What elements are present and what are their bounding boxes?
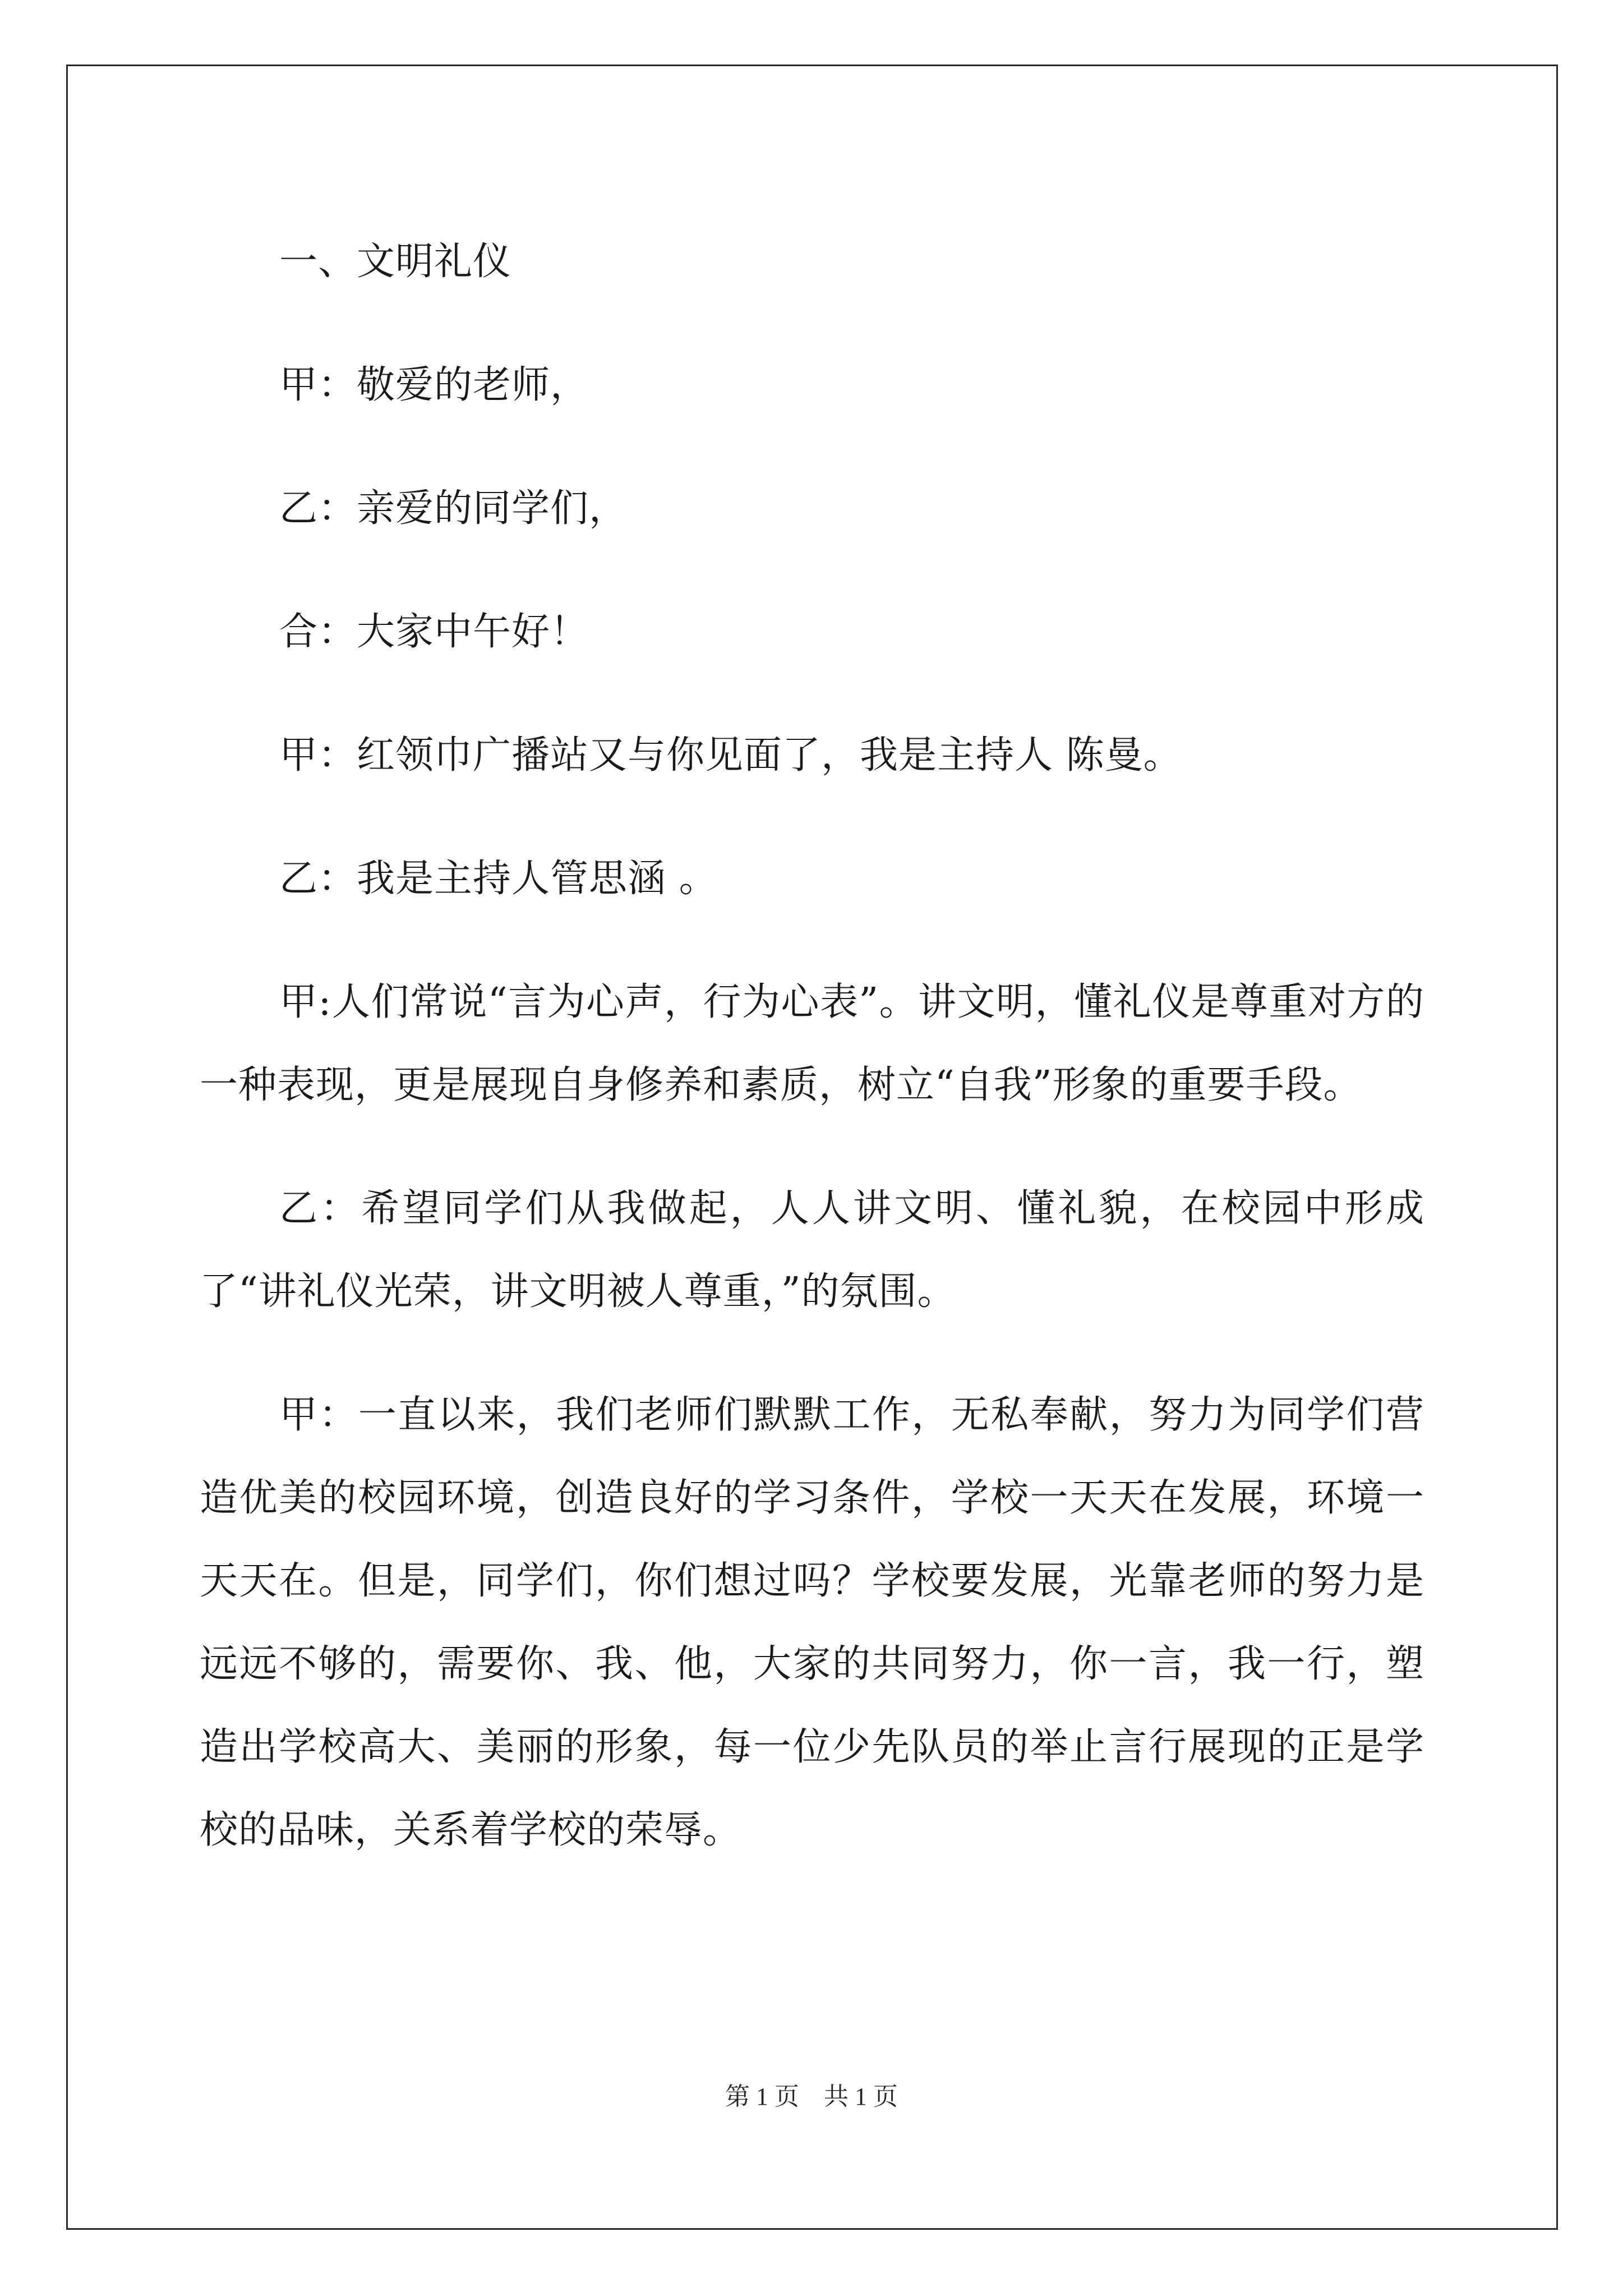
dialogue-paragraph: 甲:人们常说“言为心声，行为心表”。讲文明，懂礼仪是尊重对方的一种表现，更是展现自身修养和素质，树立“自我”形象的重要手段。 <box>200 980 1424 1107</box>
dialogue-line: 乙：亲爱的同学们， <box>279 486 628 531</box>
dialogue-line: 甲：红领巾广播站又与你见面了，我是主持人 陈曼。 <box>279 733 1182 777</box>
dialogue-line: 甲：敬爱的老师， <box>279 363 589 407</box>
section-heading: 一、文明礼仪 <box>279 240 512 284</box>
page-number-footer: 第 1 页 共 1 页 <box>725 2083 898 2110</box>
dialogue-paragraph: 乙：希望同学们从我做起，人人讲文明、懂礼貌，在校园中形成了“讲礼仪光荣，讲文明被人尊重，”的氛围。 <box>200 1186 1424 1314</box>
dialogue-line: 合：大家中午好！ <box>279 610 589 654</box>
dialogue-paragraph: 甲：一直以来，我们老师们默默工作，无私奉献，努力为同学们营造优美的校园环境，创造良好的学习条件，学校一天天在发展，环境一天天在。但是，同学们，你们想过吗？学校要发展，光靠老师的努力是远远不够的，需要你、我、他，大家的共同努力，你一言，我一行，塑造出学校高大、美丽的形象，每一位少先队员的举止言行展现的正是学校的品味，关系着学校的荣辱。 <box>200 1393 1424 1852</box>
document-body <box>200 220 1424 1912</box>
dialogue-line: 乙：我是主持人管思涵 。 <box>279 857 718 901</box>
